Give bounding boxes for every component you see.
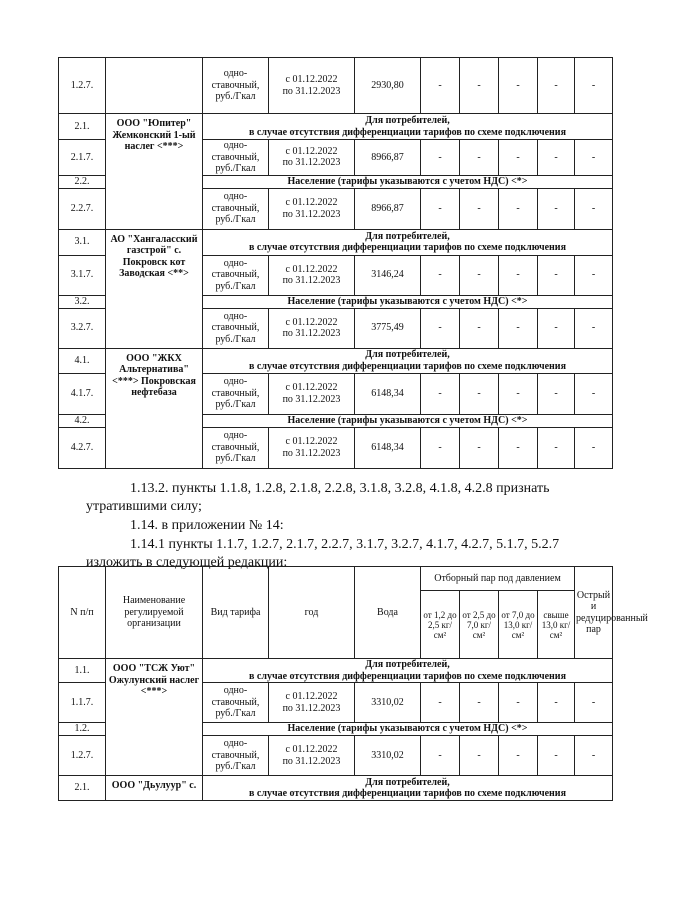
section-header-line2: в случае отсутствия дифференциации тарифов по схеме подключения (249, 126, 566, 138)
tariff-row (59, 58, 613, 114)
tariff-type: одно-ставочный, руб./Гкал (203, 427, 269, 468)
tariff-period (269, 308, 355, 348)
tariff-period (269, 427, 355, 468)
col-header-year: год (269, 567, 355, 659)
section-header (203, 348, 613, 373)
empty-dash: - (499, 427, 538, 468)
row-number: 1.2.7. (59, 58, 106, 114)
paragraph-1-14-1-line2: изложить в следующей редакции: (86, 555, 288, 570)
tariff-period (269, 188, 355, 229)
section-header-line1: Для потребителей, (365, 776, 450, 788)
period-from: с 01.12.2022 (285, 436, 338, 447)
empty-dash: - (421, 58, 460, 114)
row-number: 4.1. (59, 348, 106, 373)
tariff-value: 3310,02 (355, 736, 421, 776)
organization-name: ООО "Дьулуур" с. (106, 776, 203, 801)
empty-dash: - (460, 58, 499, 114)
period-to: по 31.12.2023 (282, 157, 341, 169)
empty-dash: - (460, 427, 499, 468)
empty-dash: - (538, 308, 575, 348)
empty-dash: - (460, 188, 499, 229)
col-header-pressure-2: от 2,5 до 7,0 кг/см² (460, 591, 499, 659)
paragraph-1-13-2-line1: 1.13.2. пункты 1.1.8, 1.2.8, 2.1.8, 2.2.8, 3.1.8, 3.2.8, 4.1.8, 4.2.8 признать (130, 481, 550, 496)
row-number: 3.1.7. (59, 255, 106, 295)
period-from: с 01.12.2022 (285, 145, 338, 157)
empty-dash: - (499, 58, 538, 114)
row-number: 3.2.7. (59, 308, 106, 348)
row-number: 4.1.7. (59, 373, 106, 414)
tariff-period (269, 736, 355, 776)
empty-dash: - (575, 140, 613, 176)
empty-dash: - (538, 736, 575, 776)
section-row (59, 776, 613, 801)
organization-name: ООО "ЖКХ Альтернатива" <***> Покровская нефтебаза (106, 348, 203, 468)
paragraph-1-14: 1.14. в приложении № 14: (130, 518, 284, 533)
section-header-line1: Население (тарифы указываются с учетом НДС) <*> (287, 295, 528, 307)
row-number: 4.2.7. (59, 427, 106, 468)
section-header (203, 114, 613, 140)
row-number: 2.2.7. (59, 188, 106, 229)
tariff-type: одно-ставочный, руб./Гкал (203, 683, 269, 723)
period-to: по 31.12.2023 (282, 755, 341, 767)
empty-dash: - (421, 683, 460, 723)
period-from: с 01.12.2022 (285, 263, 338, 275)
empty-dash: - (499, 683, 538, 723)
section-header-line1: Для потребителей, (365, 230, 450, 242)
tariff-type: одно-ставочный, руб./Гкал (203, 308, 269, 348)
row-number: 2.1.7. (59, 140, 106, 176)
empty-dash: - (538, 58, 575, 114)
period-from: с 01.12.2022 (285, 316, 338, 328)
tariff-table-appendix-14 (58, 566, 648, 801)
empty-dash: - (538, 427, 575, 468)
empty-dash: - (575, 188, 613, 229)
empty-dash: - (575, 683, 613, 723)
section-row (59, 659, 613, 683)
empty-dash: - (460, 373, 499, 414)
section-header (203, 776, 613, 801)
section-header-line1: Население (тарифы указываются с учетом НДС) <*> (287, 175, 528, 187)
tariff-period (269, 255, 355, 295)
col-header-pressure-4: свыше 13,0 кг/см² (538, 591, 575, 659)
empty-dash: - (575, 58, 613, 114)
section-row (59, 114, 613, 140)
empty-dash: - (421, 427, 460, 468)
section-row (59, 348, 613, 373)
period-to: по 31.12.2023 (282, 702, 341, 714)
row-number: 3.2. (59, 295, 106, 308)
period-from: с 01.12.2022 (285, 74, 338, 85)
organization-name (106, 58, 203, 114)
row-number: 2.1. (59, 114, 106, 140)
tariff-type: одно-ставочный, руб./Гкал (203, 736, 269, 776)
tariff-type: одно-ставочный, руб./Гкал (203, 58, 269, 114)
section-header (203, 723, 613, 736)
tariff-period (269, 58, 355, 114)
period-from: с 01.12.2022 (285, 382, 338, 393)
col-header-type: Вид тарифа (203, 567, 269, 659)
row-number: 1.1.7. (59, 683, 106, 723)
section-header-line1: Население (тарифы указываются с учетом НДС) <*> (287, 723, 528, 735)
empty-dash: - (575, 427, 613, 468)
tariff-value: 8966,87 (355, 188, 421, 229)
row-number: 2.2. (59, 175, 106, 188)
empty-dash: - (538, 683, 575, 723)
section-header (203, 414, 613, 427)
empty-dash: - (538, 373, 575, 414)
tariff-period (269, 373, 355, 414)
empty-dash: - (460, 683, 499, 723)
period-to: по 31.12.2023 (282, 85, 341, 97)
row-number: 1.2. (59, 723, 106, 736)
empty-dash: - (460, 736, 499, 776)
tariff-value: 6148,34 (355, 373, 421, 414)
section-header-line2: в случае отсутствия дифференциации тарифов по схеме подключения (249, 360, 566, 372)
period-to: по 31.12.2023 (282, 393, 341, 405)
empty-dash: - (575, 255, 613, 295)
empty-dash: - (460, 308, 499, 348)
row-number: 4.2. (59, 414, 106, 427)
section-header-line2: в случае отсутствия дифференциации тарифов по схеме подключения (249, 242, 566, 253)
col-header-water: Вода (355, 567, 421, 659)
section-row (59, 229, 613, 255)
period-from: с 01.12.2022 (285, 691, 338, 702)
tariff-value: 3310,02 (355, 683, 421, 723)
period-to: по 31.12.2023 (282, 275, 341, 286)
empty-dash: - (575, 736, 613, 776)
tariff-value: 3146,24 (355, 255, 421, 295)
section-header (203, 229, 613, 255)
empty-dash: - (538, 255, 575, 295)
empty-dash: - (421, 188, 460, 229)
row-number: 1.2.7. (59, 736, 106, 776)
tariff-period (269, 683, 355, 723)
period-to: по 31.12.2023 (282, 447, 341, 459)
empty-dash: - (499, 255, 538, 295)
empty-dash: - (421, 373, 460, 414)
tariff-type: одно-ставочный, руб./Гкал (203, 140, 269, 176)
paragraph-1-13-2-line2: утратившими силу; (86, 499, 202, 514)
empty-dash: - (421, 308, 460, 348)
col-header-org: Наименование регулируемой организации (106, 567, 203, 659)
tariff-value: 3775,49 (355, 308, 421, 348)
tariff-type: одно-ставочный, руб./Гкал (203, 255, 269, 295)
empty-dash: - (421, 255, 460, 295)
period-to: по 31.12.2023 (282, 328, 341, 339)
empty-dash: - (538, 188, 575, 229)
empty-dash: - (460, 140, 499, 176)
section-header-line2: в случае отсутствия дифференциации тарифов по схеме подключения (249, 670, 566, 682)
section-header-line2: в случае отсутствия дифференциации тарифов по схеме подключения (249, 788, 566, 799)
empty-dash: - (575, 373, 613, 414)
section-header (203, 295, 613, 308)
empty-dash: - (421, 140, 460, 176)
tariff-value: 8966,87 (355, 140, 421, 176)
paragraph-1-14-1-line1: 1.14.1 пункты 1.1.7, 1.2.7, 2.1.7, 2.2.7, 3.1.7, 3.2.7, 4.1.7, 4.2.7, 5.1.7, 5.2.7 (130, 537, 560, 552)
row-number: 1.1. (59, 659, 106, 683)
section-header (203, 659, 613, 683)
empty-dash: - (538, 140, 575, 176)
col-header-sharp-steam: Острый и редуцированный пар (575, 567, 613, 659)
tariff-period (269, 140, 355, 176)
tariff-table-top (58, 57, 613, 469)
tariff-type: одно-ставочный, руб./Гкал (203, 373, 269, 414)
empty-dash: - (460, 255, 499, 295)
empty-dash: - (575, 308, 613, 348)
period-to: по 31.12.2023 (282, 208, 341, 220)
empty-dash: - (499, 308, 538, 348)
organization-name: ООО "ТСЖ Уют" Ожулунский наслег <***> (106, 659, 203, 776)
empty-dash: - (499, 736, 538, 776)
empty-dash: - (499, 140, 538, 176)
organization-name: АО "Хангаласский газстрой" с. Покровск кот Заводская <**> (106, 229, 203, 348)
organization-name: ООО "Юпитер" Жемконский 1-ый наслег <***> (106, 114, 203, 230)
period-from: с 01.12.2022 (285, 197, 338, 208)
empty-dash: - (421, 736, 460, 776)
period-from: с 01.12.2022 (285, 744, 338, 755)
tariff-value: 2930,80 (355, 58, 421, 114)
tariff-value: 6148,34 (355, 427, 421, 468)
col-header-steam: Отборный пар под давлением (421, 567, 575, 591)
row-number: 3.1. (59, 229, 106, 255)
empty-dash: - (499, 373, 538, 414)
empty-dash: - (499, 188, 538, 229)
section-header (203, 175, 613, 188)
section-header-line1: Для потребителей, (365, 349, 450, 360)
col-header-num: N п/п (59, 567, 106, 659)
section-header-line1: Для потребителей, (365, 115, 450, 126)
row-number: 2.1. (59, 776, 106, 801)
col-header-pressure-1: от 1,2 до 2,5 кг/см² (421, 591, 460, 659)
col-header-pressure-3: от 7,0 до 13,0 кг/см² (499, 591, 538, 659)
section-header-line1: Для потребителей, (365, 659, 450, 670)
tariff-type: одно-ставочный, руб./Гкал (203, 188, 269, 229)
section-header-line1: Население (тарифы указываются с учетом НДС) <*> (287, 414, 528, 426)
